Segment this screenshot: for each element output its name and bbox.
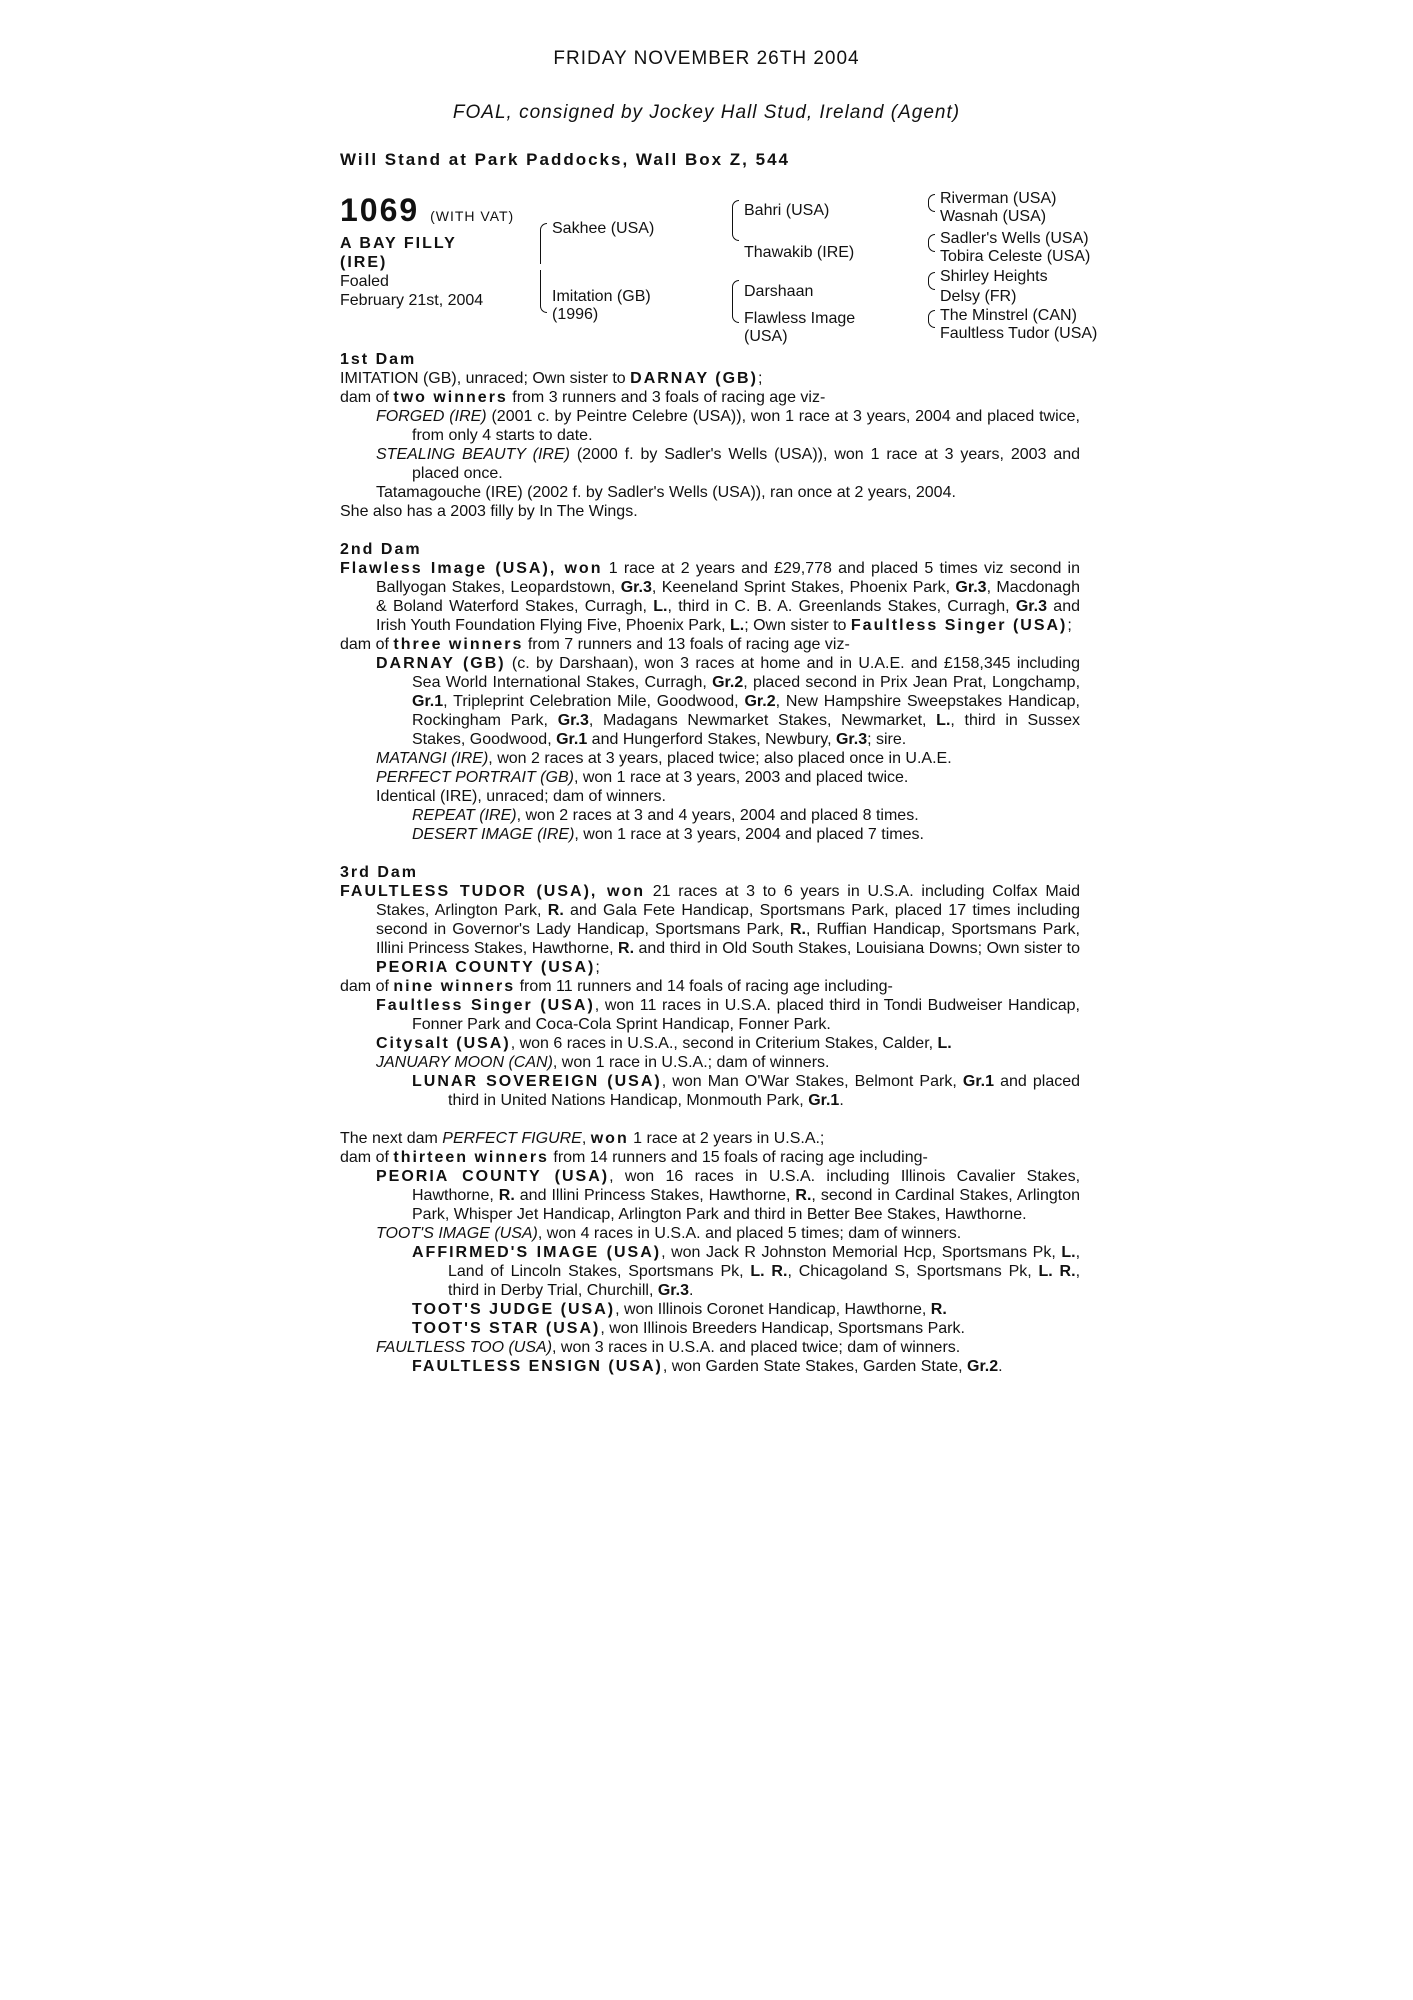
second-dam-line: Flawless Image (USA), won 1 race at 2 years and £29,778 and placed 5 times viz second in Ballyogan Stakes, Leopardstown, Gr.3, Keeneland Sprint Stakes, Phoenix Park, Gr.3, Macdonagh & Boland Waterford Stakes, Curragh, L., third in C. B. A. Greenlands Stakes, Curragh, Gr.3 and Irish Youth Foundation Flying Five, Phoenix Park, L.; Own sister to Faultless Singer (USA);	[340, 560, 1081, 634]
second-dam-produce-1: DARNAY (GB) (c. by Darshaan), won 3 races at home and in U.A.E. and £158,345 including Sea World International Stakes, Curragh, Gr.2, placed second in Prix Jean Prat, Longchamp, Gr.1, Tripleprint Celebration Mile, Goodwood, Gr.2, New Hampshire Sweepstakes Handicap, Rockingham Park, Gr.3, Madagans Newmarket Stakes, Newmarket, L., third in Sussex Stakes, Goodwood, Gr.1 and Hungerford Stakes, Newbury, Gr.3; sire.	[376, 655, 1081, 748]
first-dam-summary: dam of two winners from 3 runners and 3 foals of racing age viz-	[340, 389, 826, 406]
brace-sire	[540, 223, 547, 264]
pedigree-sss: Riverman (USA)	[940, 190, 1057, 207]
brace-ss	[732, 200, 739, 221]
pedigree-sd: Thawakib (IRE)	[744, 244, 855, 261]
vat-note: (WITH VAT)	[430, 208, 515, 224]
pedigree-dss: Shirley Heights	[940, 268, 1048, 285]
brace-dam	[540, 270, 547, 313]
next-dam-grandproduce-4: FAULTLESS ENSIGN (USA), won Garden State Stakes, Garden State, Gr.2.	[412, 1358, 1003, 1375]
brace-ssd	[928, 202, 935, 212]
pedigree-ssd: Wasnah (USA)	[940, 208, 1047, 225]
third-dam-summary: dam of nine winners from 11 runners and 14 foals of racing age including-	[340, 978, 893, 995]
first-dam-produce-3: Tatamagouche (IRE) (2002 f. by Sadler's Wells (USA)), ran once at 2 years, 2004.	[376, 484, 956, 501]
brace-ddd	[928, 318, 935, 328]
pedigree-dam: Imitation (GB)	[552, 288, 651, 305]
horse-line-2: (IRE)	[340, 254, 388, 271]
second-dam-produce-4: Identical (IRE), unraced; dam of winners.	[376, 788, 666, 805]
third-dam-heading: 3rd Dam	[340, 864, 419, 881]
next-dam-produce-2: TOOT'S IMAGE (USA), won 4 races in U.S.A. and placed 5 times; dam of winners.	[376, 1225, 962, 1242]
second-dam-heading: 2nd Dam	[340, 541, 422, 558]
pedigree-header	[340, 190, 1160, 350]
second-dam-produce-3: PERFECT PORTRAIT (GB), won 1 race at 3 years, 2003 and placed twice.	[376, 769, 909, 786]
next-dam-grandproduce-1: AFFIRMED'S IMAGE (USA), won Jack R Johnston Memorial Hcp, Sportsmans Pk, L., Land of Lincoln Stakes, Sportsmans Pk, L. R., Chicagoland S, Sportsmans Pk, L. R., third in Derby Trial, Churchill, Gr.3.	[412, 1244, 1081, 1299]
stand-location: Will Stand at Park Paddocks, Wall Box Z, 544	[340, 150, 790, 169]
next-dam-produce-1: PEORIA COUNTY (USA), won 16 races in U.S.A. including Illinois Cavalier Stakes, Hawthorne, R. and Illini Princess Stakes, Hawthorne, R., second in Cardinal Stakes, Arlington Park, Whisper Jet Handicap, Arlington Park and third in Better Bee Stakes, Hawthorne.	[376, 1168, 1081, 1223]
first-dam-heading: 1st Dam	[340, 351, 417, 368]
brace-sd	[732, 220, 739, 241]
pedigree-ds: Darshaan	[744, 283, 814, 300]
horse-line-1: A BAY FILLY	[340, 235, 457, 252]
next-dam-summary: dam of thirteen winners from 14 runners and 15 foals of racing age including-	[340, 1149, 928, 1166]
next-dam-grandproduce-3: TOOT'S STAR (USA), won Illinois Breeders Handicap, Sportsmans Park.	[412, 1320, 965, 1337]
pedigree-ddd: Faultless Tudor (USA)	[940, 325, 1098, 342]
next-dam-produce-3: FAULTLESS TOO (USA), won 3 races in U.S.A. and placed twice; dam of winners.	[376, 1339, 961, 1356]
lot-number-value: 1069	[340, 192, 420, 228]
third-dam-produce-2: Citysalt (USA), won 6 races in U.S.A., second in Criterium Stakes, Calder, L.	[376, 1035, 952, 1052]
pedigree-dsd: Delsy (FR)	[940, 288, 1017, 305]
third-dam-produce-3: JANUARY MOON (CAN), won 1 race in U.S.A.; dam of winners.	[376, 1054, 830, 1071]
next-dam-line: The next dam PERFECT FIGURE, won 1 race at 2 years in U.S.A.;	[340, 1130, 825, 1147]
pedigree-dd-1: Flawless Image	[744, 310, 856, 327]
pedigree-dds: The Minstrel (CAN)	[940, 307, 1077, 324]
first-dam-note: She also has a 2003 filly by In The Wings.	[340, 503, 638, 520]
third-dam-grandproduce-1: LUNAR SOVEREIGN (USA), won Man O'War Stakes, Belmont Park, Gr.1 and placed third in United Nations Handicap, Monmouth Park, Gr.1.	[412, 1073, 1081, 1109]
brace-dd	[732, 300, 739, 323]
third-dam-line: FAULTLESS TUDOR (USA), won 21 races at 3 to 6 years in U.S.A. including Colfax Maid Stakes, Arlington Park, R. and Gala Fete Handicap, Sportsmans Park, placed 17 times including second in Governor's Lady Handicap, Sportsmans Park, R., Ruffian Handicap, Sportsmans Park, Illini Princess Stakes, Hawthorne, R. and third in Old South Stakes, Louisiana Downs; Own sister to PEORIA COUNTY (USA);	[340, 883, 1081, 976]
brace-dsd	[928, 280, 935, 290]
first-dam-produce-1: FORGED (IRE) (2001 c. by Peintre Celebre (USA)), won 1 race at 3 years, 2004 and placed twice, from only 4 starts to date.	[376, 408, 1081, 444]
horse-line-3: Foaled	[340, 273, 389, 290]
pedigree-sdd: Tobira Celeste (USA)	[940, 248, 1091, 265]
second-dam-produce-2: MATANGI (IRE), won 2 races at 3 years, placed twice; also placed once in U.A.E.	[376, 750, 952, 767]
lot-number	[340, 192, 514, 229]
second-dam-grandproduce-1: REPEAT (IRE), won 2 races at 3 and 4 years, 2004 and placed 8 times.	[412, 807, 919, 824]
first-dam-line: IMITATION (GB), unraced; Own sister to DARNAY (GB);	[340, 370, 763, 387]
pedigree-dam-year: (1996)	[552, 306, 599, 323]
second-dam-grandproduce-2: DESERT IMAGE (IRE), won 1 race at 3 years, 2004 and placed 7 times.	[412, 826, 924, 843]
pedigree-dd-2: (USA)	[744, 328, 788, 345]
second-dam-summary: dam of three winners from 7 runners and 13 foals of racing age viz-	[340, 636, 850, 653]
brace-ds	[732, 280, 739, 301]
consignment-line: FOAL, consigned by Jockey Hall Stud, Ireland (Agent)	[452, 102, 961, 123]
horse-description	[340, 234, 483, 310]
catalogue-body	[340, 350, 1080, 1376]
pedigree-ss: Bahri (USA)	[744, 202, 830, 219]
first-dam-produce-2: STEALING BEAUTY (IRE) (2000 f. by Sadler's Wells (USA)), won 1 race at 3 years, 2003 and placed once.	[376, 446, 1081, 482]
pedigree-sds: Sadler's Wells (USA)	[940, 230, 1089, 247]
third-dam-produce-1: Faultless Singer (USA), won 11 races in U.S.A. placed third in Tondi Budweiser Handicap, Fonner Park and Coca-Cola Sprint Handicap, Fonner Park.	[376, 997, 1080, 1033]
pedigree-sire: Sakhee (USA)	[552, 220, 655, 237]
next-dam-grandproduce-2: TOOT'S JUDGE (USA), won Illinois Coronet Handicap, Hawthorne, R.	[412, 1301, 947, 1318]
brace-sdd	[928, 242, 935, 252]
sale-date: FRIDAY NOVEMBER 26TH 2004	[553, 48, 860, 69]
horse-line-4: February 21st, 2004	[340, 292, 484, 309]
